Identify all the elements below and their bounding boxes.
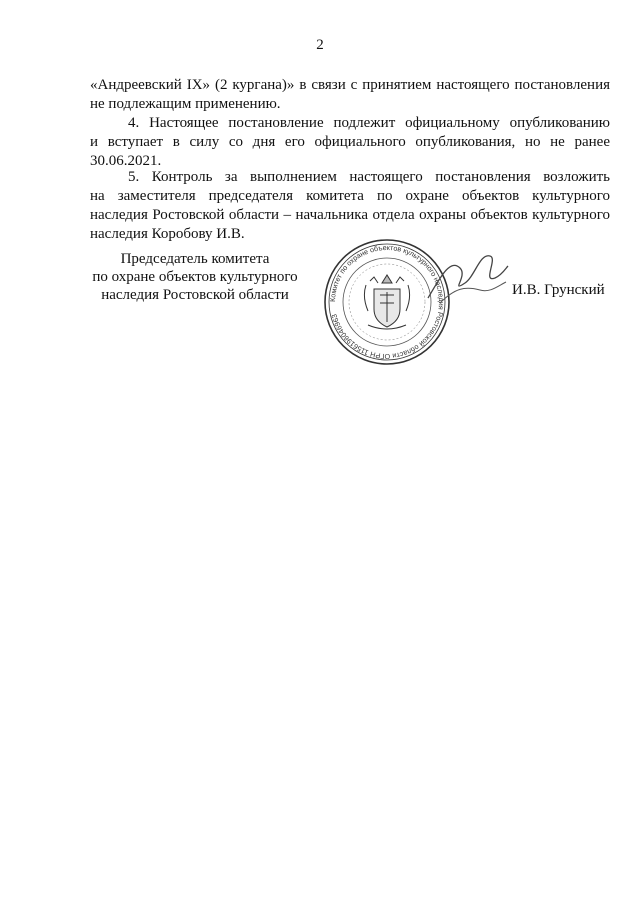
- paragraph-clause-4: [90, 114, 610, 171]
- position-line: наследия Ростовской области: [101, 287, 289, 303]
- text-line: наследия Ростовской области – начальника отдела охраны объектов культурного: [90, 207, 610, 223]
- text-line: не подлежащим применению.: [90, 96, 281, 112]
- text-line: 4. Настоящее постановление подлежит официальному опубликованию: [128, 115, 610, 131]
- position-line: Председатель комитета: [120, 251, 270, 267]
- text-line: на заместителя председателя комитета по охране объектов культурного: [90, 188, 610, 204]
- paragraph-clause-5: [90, 168, 610, 244]
- text-line: 30.06.2021.: [90, 153, 162, 169]
- seal-ring-text: Комитет по охране объектов культурного наследия Ростовской области ОГРН 1156196046963: [327, 242, 447, 362]
- text-line: наследия Коробову И.В.: [90, 226, 245, 242]
- text-line: и вступает в силу со дня его официального опубликования, но не ранее: [90, 134, 610, 150]
- paragraph-clause-3-end: [90, 76, 610, 114]
- signer-name: И.В. Грунский: [512, 282, 605, 298]
- signatory-position: [80, 250, 310, 304]
- handwritten-signature-icon: [420, 238, 510, 318]
- text-line: «Андреевский IX» (2 кургана)» в связи с принятием настоящего постановления: [90, 77, 610, 93]
- position-line: по охране объектов культурного: [92, 269, 298, 285]
- text-line: 5. Контроль за выполнением настоящего постановления возложить: [128, 169, 610, 185]
- page-number: 2: [316, 37, 324, 53]
